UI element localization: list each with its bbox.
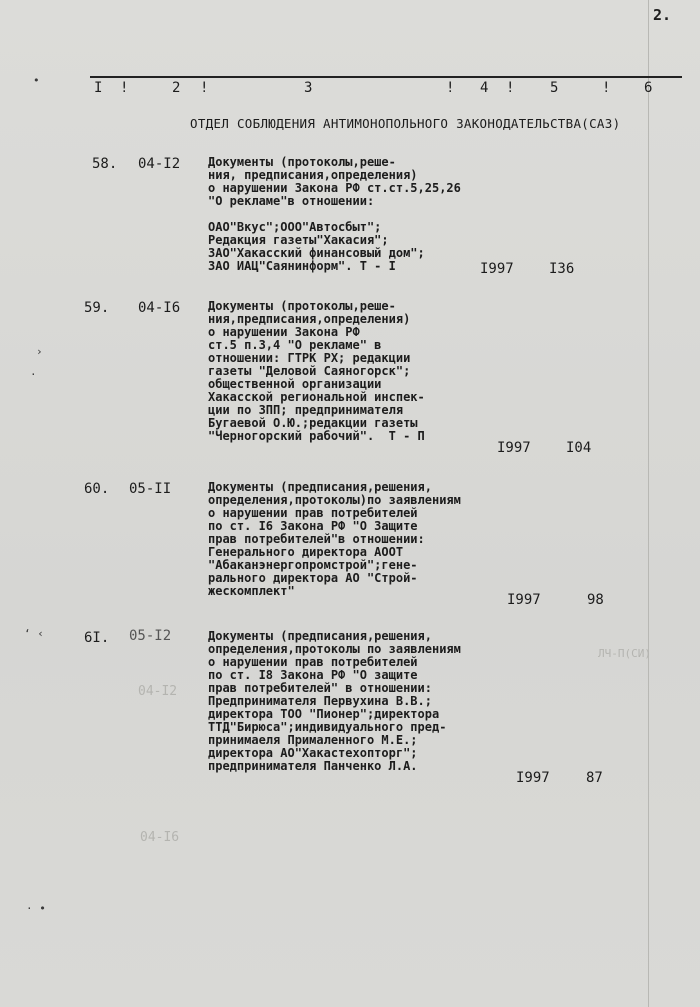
entry-year: I997 [507,592,541,608]
margin-mark: · [30,368,37,381]
margin-mark: · • [26,902,46,915]
entry-number: 59. [84,300,110,316]
margin-mark: • [33,74,40,87]
entry-count: 98 [587,592,604,608]
entry-description: Документы (предписания,решения, определения,протоколы по заявлениям о нарушении прав потребителей по ст. I8 Закона РФ "О защите прав потребителей" в отношении: Предпринимателя Первухина В.В.; директора ТОО "Пионер";директора ТТД"Бирюса";индивидуального пред- принимаеля Прималенного М.Е.; директора АО"Хакастехопторг"; предпринимателя Панченко Л.А. [208,629,461,773]
bleed-through-code: 04-I2 [138,684,178,699]
col-header-5: 5 [550,80,559,96]
col-divider: ! [506,80,515,96]
entry-code: 04-I2 [138,156,181,172]
entry-count: I36 [549,261,575,277]
col-divider: ! [200,80,209,96]
entry-description: Документы (протоколы,реше- ния,предписания,определения) о нарушении Закона РФ ст.5 п.3,4 "О рекламе" в отношении: ГТРК РХ; редакции газеты "Деловой Саяногорск"; общественной организации Хакасской региональной инспек- ции по ЗПП; предпринимателя Бугаевой О.Ю.;редакции газеты "Черногорский рабочий". Т - П [208,299,425,443]
entry-description: Документы (протоколы,реше- ния, предписания,определения) о нарушении Закона РФ ст.ст.5,25,26 "О рекламе"в отношении: ОАО"Вкус";ООО"Автосбыт"; Редакция газеты"Хакасия"; ЗАО"Хакасский финансовый дом"; ЗАО ИАЦ"Саянинформ". Т - I [208,155,461,273]
margin-mark: ‘ ‹ [24,627,44,640]
entry-year: I997 [497,440,531,456]
col-divider: ! [120,80,129,96]
entry-year: I997 [480,261,514,277]
entry-code: 05-I2 [129,628,172,644]
entry-year: I997 [516,770,550,786]
entry-description: Документы (предписания,решения, определения,протоколы)по заявлениям о нарушении прав потребителей по ст. I6 Закона РФ "О Защите прав потребителей"в отношении: Генерального директора АООТ "Абаканэнергопромстрой";гене- рального директора АО "Строй- жескомплект" [208,480,461,598]
header-rule [90,76,682,78]
bleed-through-code: 04-I6 [140,830,180,845]
col-divider: ! [602,80,611,96]
page-number: 2. [653,6,672,24]
col-header-3: 3 [304,80,313,96]
col-header-6: 6 [644,80,653,96]
margin-mark: › [36,345,43,358]
entry-number: 60. [84,481,110,497]
entry-code: 04-I6 [138,300,181,316]
section-title: ОТДЕЛ СОБЛЮДЕНИЯ АНТИМОНОПОЛЬНОГО ЗАКОНОДАТЕЛЬСТВА(САЗ) [190,116,621,131]
entry-number: 58. [92,156,118,172]
col-divider: ! [446,80,455,96]
entry-number: 6I. [84,630,110,646]
col-header-1: I [94,80,103,96]
page-edge-line [648,0,649,1007]
entry-count: 87 [586,770,603,786]
col-header-4: 4 [480,80,489,96]
entry-code: 05-II [129,481,172,497]
bleed-through-mark: ЛЧ-П(СИ) [598,647,651,660]
entry-count: I04 [566,440,592,456]
col-header-2: 2 [172,80,181,96]
column-header-row [90,80,682,98]
